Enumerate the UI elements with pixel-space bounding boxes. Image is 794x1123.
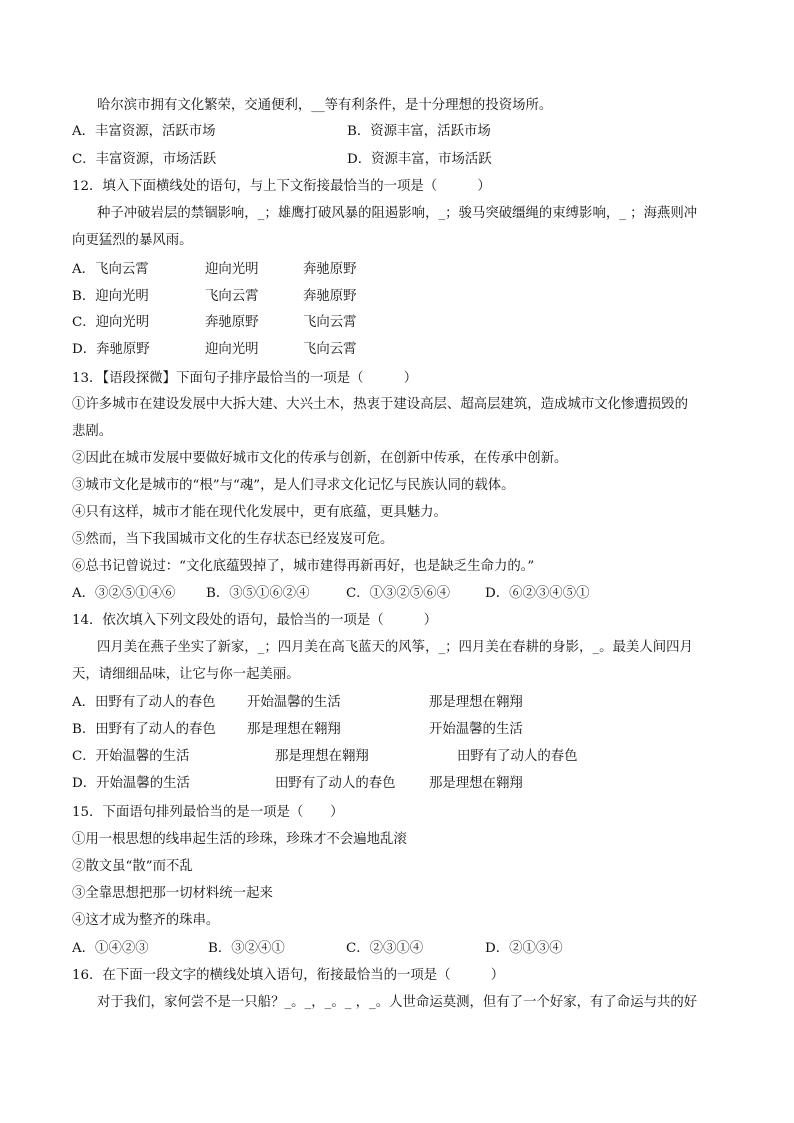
q15-sentence-4: ④这才成为整齐的珠串。 <box>72 913 220 928</box>
q14-option-b: B．田野有了动人的春色 <box>72 722 216 737</box>
q14-passage-line1: 四月美在燕子坐实了新家，_；四月美在高飞蓝天的风筝，_；四月美在春耕的身影，_。最美人间四月 <box>97 640 693 655</box>
q16-title: 16．在下面一段文字的横线处填入语句，衔接最恰当的一项是（ ） <box>72 968 505 983</box>
q12-option-d-2: 迎向光明 <box>205 342 259 357</box>
q12-option-a-2: 迎向光明 <box>205 262 259 277</box>
q14-option-c-2: 那是理想在翱翔 <box>275 749 369 764</box>
q12-option-d-3: 飞向云霄 <box>303 342 357 357</box>
q12-option-b-3: 奔驰原野 <box>303 289 357 304</box>
q13-option-d: D．⑥②③④⑤① <box>485 586 590 601</box>
q15-title: 15．下面语句排列最恰当的是一项是（ ） <box>72 805 344 820</box>
q14-option-c: C．开始温馨的生活 <box>72 749 190 764</box>
q12-option-c-2: 奔驰原野 <box>205 315 259 330</box>
q12-option-a-3: 奔驰原野 <box>303 262 357 277</box>
q15-option-d: D．②①③④ <box>485 941 563 956</box>
q11-option-b: B．资源丰富，活跃市场 <box>347 124 491 139</box>
q14-passage-line2: 天，请细细品味，让它与你一起美丽。 <box>72 667 300 682</box>
q12-option-c: C．迎向光明 <box>72 315 150 330</box>
q13-sentence-6: ⑥总书记曾说过：“文化底蕴毁掉了，城市建得再新再好，也是缺乏生命力的。” <box>72 559 535 574</box>
q12-title: 12．填入下面横线处的语句，与上下文衔接最恰当的一项是（ ） <box>72 179 491 194</box>
q11-option-d: D．资源丰富，市场活跃 <box>347 152 492 167</box>
q13-sentence-2: ②因此在城市发展中要做好城市文化的传承与创新，在创新中传承，在传承中创新。 <box>72 451 568 466</box>
q14-option-a-2: 开始温馨的生活 <box>247 695 341 710</box>
q13-sentence-1: ①许多城市在建设发展中大拆大建、大兴土木，热衷于建设高层、超高层建筑，造成城市文化惨遭损毁的 <box>72 397 688 412</box>
q14-option-d-3: 那是理想在翱翔 <box>429 776 523 791</box>
q15-option-b: B．③②④① <box>208 941 285 956</box>
q14-option-b-2: 那是理想在翱翔 <box>247 722 341 737</box>
q11-option-a: A．丰富资源，活跃市场 <box>72 124 216 139</box>
q15-sentence-1: ①用一根思想的线串起生活的珍珠，珍珠才不会遍地乱滚 <box>72 832 407 847</box>
q12-passage-line1: 种子冲破岩层的禁锢影响，_；雄鹰打破风暴的阻遏影响，_；骏马突破缰绳的束缚影响，_ ；海燕则冲 <box>97 206 698 221</box>
q12-option-c-3: 飞向云霄 <box>303 315 357 330</box>
q14-option-a: A．田野有了动人的春色 <box>72 695 216 710</box>
q15-sentence-2: ②散文虽“散”而不乱 <box>72 859 193 874</box>
q14-title: 14．依次填入下列文段处的语句，最恰当的一项是（ ） <box>72 613 438 628</box>
q16-passage-line1: 对于我们，家何尝不是一只船？_。_，_。_ ，_。人世命运莫测，但有了一个好家，有了命运与共的好 <box>97 995 698 1010</box>
q15-option-c: C．②③①④ <box>346 941 424 956</box>
q14-option-b-3: 开始温馨的生活 <box>429 722 523 737</box>
q14-option-d-2: 田野有了动人的春色 <box>275 776 396 791</box>
q14-option-c-3: 田野有了动人的春色 <box>457 749 578 764</box>
q11-option-c: C．丰富资源，市场活跃 <box>72 152 217 167</box>
q12-passage-line2: 向更猛烈的暴风雨。 <box>72 233 193 248</box>
q12-option-b: B．迎向光明 <box>72 289 149 304</box>
q13-option-b: B．③⑤①⑥②④ <box>206 586 310 601</box>
q13-title: 13．【语段探微】下面句子排序最恰当的一项是（ ） <box>72 371 418 386</box>
q13-sentence-4: ④只有这样，城市才能在现代化发展中，更有底蕴，更具魅力。 <box>72 505 447 520</box>
q12-option-b-2: 飞向云霄 <box>205 289 259 304</box>
q13-sentence-5: ⑤然而，当下我国城市文化的生存状态已经岌岌可危。 <box>72 532 394 547</box>
q12-option-d: D．奔驰原野 <box>72 342 150 357</box>
q13-option-c: C．①③②⑤⑥④ <box>346 586 450 601</box>
q13-option-a: A．③②⑤①④⑥ <box>72 586 176 601</box>
q11-stem: 哈尔滨市拥有文化繁荣，交通便利，__等有利条件，是十分理想的投资场所。 <box>97 98 553 113</box>
q14-option-a-3: 那是理想在翱翔 <box>429 695 523 710</box>
q13-sentence-1-cont: 悲剧。 <box>72 424 113 439</box>
q14-option-d: D．开始温馨的生活 <box>72 776 190 791</box>
q12-option-a: A．飞向云霄 <box>72 262 149 277</box>
q15-sentence-3: ③全靠思想把那一切材料统一起来 <box>72 886 273 901</box>
q13-sentence-3: ③城市文化是城市的“根”与“魂”，是人们寻求文化记忆与民族认同的载体。 <box>72 478 515 493</box>
q15-option-a: A．①④②③ <box>72 941 149 956</box>
